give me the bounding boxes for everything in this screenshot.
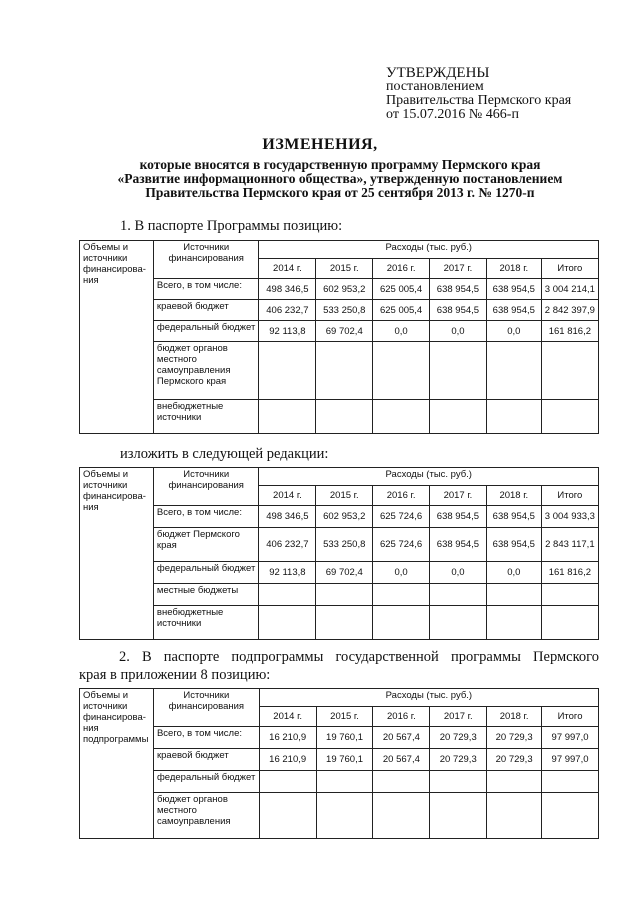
- value-cell: 406 232,7: [259, 528, 316, 562]
- value-cell: [373, 771, 430, 793]
- source-label: бюджет Пермского края: [153, 528, 259, 562]
- year-header: 2018 г.: [486, 259, 541, 279]
- section-2-line-2: края в приложении 8 позицию:: [79, 667, 271, 683]
- section-2-heading: [79, 648, 599, 684]
- value-cell: 20 567,4: [373, 749, 430, 771]
- value-cell: [486, 342, 541, 400]
- value-cell: [430, 584, 487, 606]
- sources-header: Источники финансирования: [153, 241, 259, 279]
- value-cell: 97 997,0: [542, 749, 599, 771]
- value-cell: [316, 400, 373, 434]
- value-cell: 92 113,8: [259, 562, 316, 584]
- value-cell: [259, 771, 316, 793]
- value-cell: 533 250,8: [316, 300, 373, 321]
- value-cell: 97 997,0: [542, 727, 599, 749]
- value-cell: 638 954,5: [430, 279, 487, 300]
- value-cell: [430, 342, 487, 400]
- source-label: бюджет органов местного самоуправления: [153, 793, 259, 839]
- value-cell: 20 729,3: [430, 749, 487, 771]
- total-header: Итого: [541, 259, 598, 279]
- table-row: [80, 300, 599, 321]
- value-cell: 2 842 397,9: [541, 300, 598, 321]
- approval-line-4: от 15.07.2016 № 466-п: [386, 107, 519, 122]
- total-header: Итого: [542, 707, 599, 727]
- table-row: [80, 528, 599, 562]
- value-cell: 638 954,5: [430, 506, 487, 528]
- source-label: бюджет органов местного самоуправления Пермского края: [153, 342, 259, 400]
- value-cell: 0,0: [373, 562, 430, 584]
- value-cell: 406 232,7: [259, 300, 316, 321]
- table-row: [80, 279, 599, 300]
- redaction-heading: изложить в следующей редакции:: [120, 446, 329, 462]
- year-header: 2017 г.: [430, 707, 487, 727]
- value-cell: [430, 606, 487, 640]
- value-cell: 625 005,4: [373, 279, 430, 300]
- value-cell: 638 954,5: [486, 528, 541, 562]
- year-header: 2016 г.: [373, 259, 430, 279]
- value-cell: 0,0: [430, 321, 487, 342]
- value-cell: 0,0: [486, 562, 541, 584]
- expenses-header: Расходы (тыс. руб.): [259, 468, 599, 486]
- value-cell: 161 816,2: [541, 321, 598, 342]
- table-row: [80, 321, 599, 342]
- value-cell: [542, 771, 599, 793]
- value-cell: 3 004 214,1: [541, 279, 598, 300]
- value-cell: [373, 793, 430, 839]
- source-label: Всего, в том числе:: [153, 506, 259, 528]
- expenses-header: Расходы (тыс. руб.): [259, 689, 598, 707]
- value-cell: 625 724,6: [373, 528, 430, 562]
- value-cell: 498 346,5: [259, 279, 316, 300]
- year-header: 2016 г.: [373, 486, 430, 506]
- table-row: [80, 506, 599, 528]
- table-row: [80, 342, 599, 400]
- value-cell: 625 724,6: [373, 506, 430, 528]
- value-cell: [373, 400, 430, 434]
- value-cell: [487, 771, 542, 793]
- year-header: 2014 г.: [259, 259, 316, 279]
- document-title: ИЗМЕНЕНИЯ,: [262, 136, 378, 153]
- approval-title: УТВЕРЖДЕНЫ: [386, 65, 490, 81]
- value-cell: 2 843 117,1: [541, 528, 598, 562]
- source-label: федеральный бюджет: [153, 771, 259, 793]
- table-row: [80, 400, 599, 434]
- source-label: внебюджетные источники: [153, 606, 259, 640]
- year-header: 2016 г.: [373, 707, 430, 727]
- value-cell: 638 954,5: [430, 300, 487, 321]
- value-cell: [541, 606, 598, 640]
- sources-header: Источники финансирования: [153, 689, 259, 727]
- year-header: 2018 г.: [486, 486, 541, 506]
- value-cell: [259, 793, 316, 839]
- year-header: 2018 г.: [487, 707, 542, 727]
- value-cell: 638 954,5: [486, 279, 541, 300]
- value-cell: 638 954,5: [430, 528, 487, 562]
- subtitle-line-2: «Развитие информационного общества», утвержденную постановлением: [117, 171, 563, 186]
- table-row: [80, 727, 599, 749]
- value-cell: [430, 771, 487, 793]
- value-cell: [259, 342, 316, 400]
- table-row: [80, 749, 599, 771]
- value-cell: [316, 771, 373, 793]
- year-header: 2017 г.: [430, 486, 487, 506]
- approval-line-2: постановлением: [386, 79, 484, 94]
- year-header: 2014 г.: [259, 707, 316, 727]
- value-cell: [373, 342, 430, 400]
- table-row: [80, 606, 599, 640]
- value-cell: 533 250,8: [316, 528, 373, 562]
- value-cell: 69 702,4: [316, 321, 373, 342]
- value-cell: 20 567,4: [373, 727, 430, 749]
- value-cell: 20 729,3: [430, 727, 487, 749]
- value-cell: [486, 584, 541, 606]
- source-label: местные бюджеты: [153, 584, 259, 606]
- value-cell: [486, 400, 541, 434]
- subtitle-line-1: которые вносятся в государственную программу Пермского края: [139, 157, 541, 172]
- table-row: [80, 562, 599, 584]
- sources-header: Источники финансирования: [153, 468, 259, 506]
- source-label: Всего, в том числе:: [153, 279, 259, 300]
- value-cell: [316, 584, 373, 606]
- value-cell: 92 113,8: [259, 321, 316, 342]
- financing-table-original: [79, 240, 599, 434]
- value-cell: 0,0: [373, 321, 430, 342]
- subtitle-line-3: Правительства Пермского края от 25 сентября 2013 г. № 1270-п: [145, 185, 535, 200]
- table-row: [80, 793, 599, 839]
- table-left-label: Объемы и источники финансирова-ния: [80, 468, 154, 640]
- value-cell: [259, 584, 316, 606]
- value-cell: 0,0: [430, 562, 487, 584]
- value-cell: [316, 342, 373, 400]
- section-2-line-1: 2. В паспорте подпрограммы государственной программы Пермского: [119, 649, 599, 665]
- value-cell: 16 210,9: [259, 749, 316, 771]
- value-cell: 625 005,4: [373, 300, 430, 321]
- value-cell: [542, 793, 599, 839]
- financing-table-subprogram: [79, 688, 599, 839]
- source-label: Всего, в том числе:: [153, 727, 259, 749]
- value-cell: [430, 400, 487, 434]
- year-header: 2015 г.: [316, 486, 373, 506]
- table-left-label: Объемы и источники финансирова-ния подпрограммы: [80, 689, 154, 839]
- value-cell: [487, 793, 542, 839]
- value-cell: 602 953,2: [316, 279, 373, 300]
- value-cell: 638 954,5: [486, 506, 541, 528]
- value-cell: 498 346,5: [259, 506, 316, 528]
- expenses-header: Расходы (тыс. руб.): [259, 241, 599, 259]
- financing-table-new: [79, 467, 599, 640]
- table-left-label: Объемы и источники финансирова-ния: [80, 241, 154, 434]
- value-cell: [316, 606, 373, 640]
- table-row: [80, 584, 599, 606]
- value-cell: [373, 584, 430, 606]
- value-cell: 20 729,3: [487, 749, 542, 771]
- source-label: внебюджетные источники: [153, 400, 259, 434]
- value-cell: 0,0: [486, 321, 541, 342]
- value-cell: 602 953,2: [316, 506, 373, 528]
- year-header: 2014 г.: [259, 486, 316, 506]
- source-label: федеральный бюджет: [153, 321, 259, 342]
- source-label: краевой бюджет: [153, 749, 259, 771]
- table-row: [80, 771, 599, 793]
- source-label: федеральный бюджет: [153, 562, 259, 584]
- value-cell: [259, 400, 316, 434]
- approval-block: [386, 66, 571, 122]
- value-cell: 161 816,2: [541, 562, 598, 584]
- value-cell: 3 004 933,3: [541, 506, 598, 528]
- approval-line-3: Правительства Пермского края: [386, 93, 572, 108]
- value-cell: [373, 606, 430, 640]
- value-cell: [541, 342, 598, 400]
- value-cell: [541, 584, 598, 606]
- value-cell: [316, 793, 373, 839]
- source-label: краевой бюджет: [153, 300, 259, 321]
- value-cell: [486, 606, 541, 640]
- document-subtitle: [60, 158, 620, 200]
- value-cell: 19 760,1: [316, 727, 373, 749]
- value-cell: [541, 400, 598, 434]
- section-1-heading: 1. В паспорте Программы позицию:: [120, 218, 343, 234]
- value-cell: 19 760,1: [316, 749, 373, 771]
- value-cell: 16 210,9: [259, 727, 316, 749]
- value-cell: [259, 606, 316, 640]
- value-cell: 638 954,5: [486, 300, 541, 321]
- total-header: Итого: [541, 486, 598, 506]
- year-header: 2015 г.: [316, 707, 373, 727]
- value-cell: 69 702,4: [316, 562, 373, 584]
- value-cell: [430, 793, 487, 839]
- value-cell: 20 729,3: [487, 727, 542, 749]
- year-header: 2017 г.: [430, 259, 487, 279]
- year-header: 2015 г.: [316, 259, 373, 279]
